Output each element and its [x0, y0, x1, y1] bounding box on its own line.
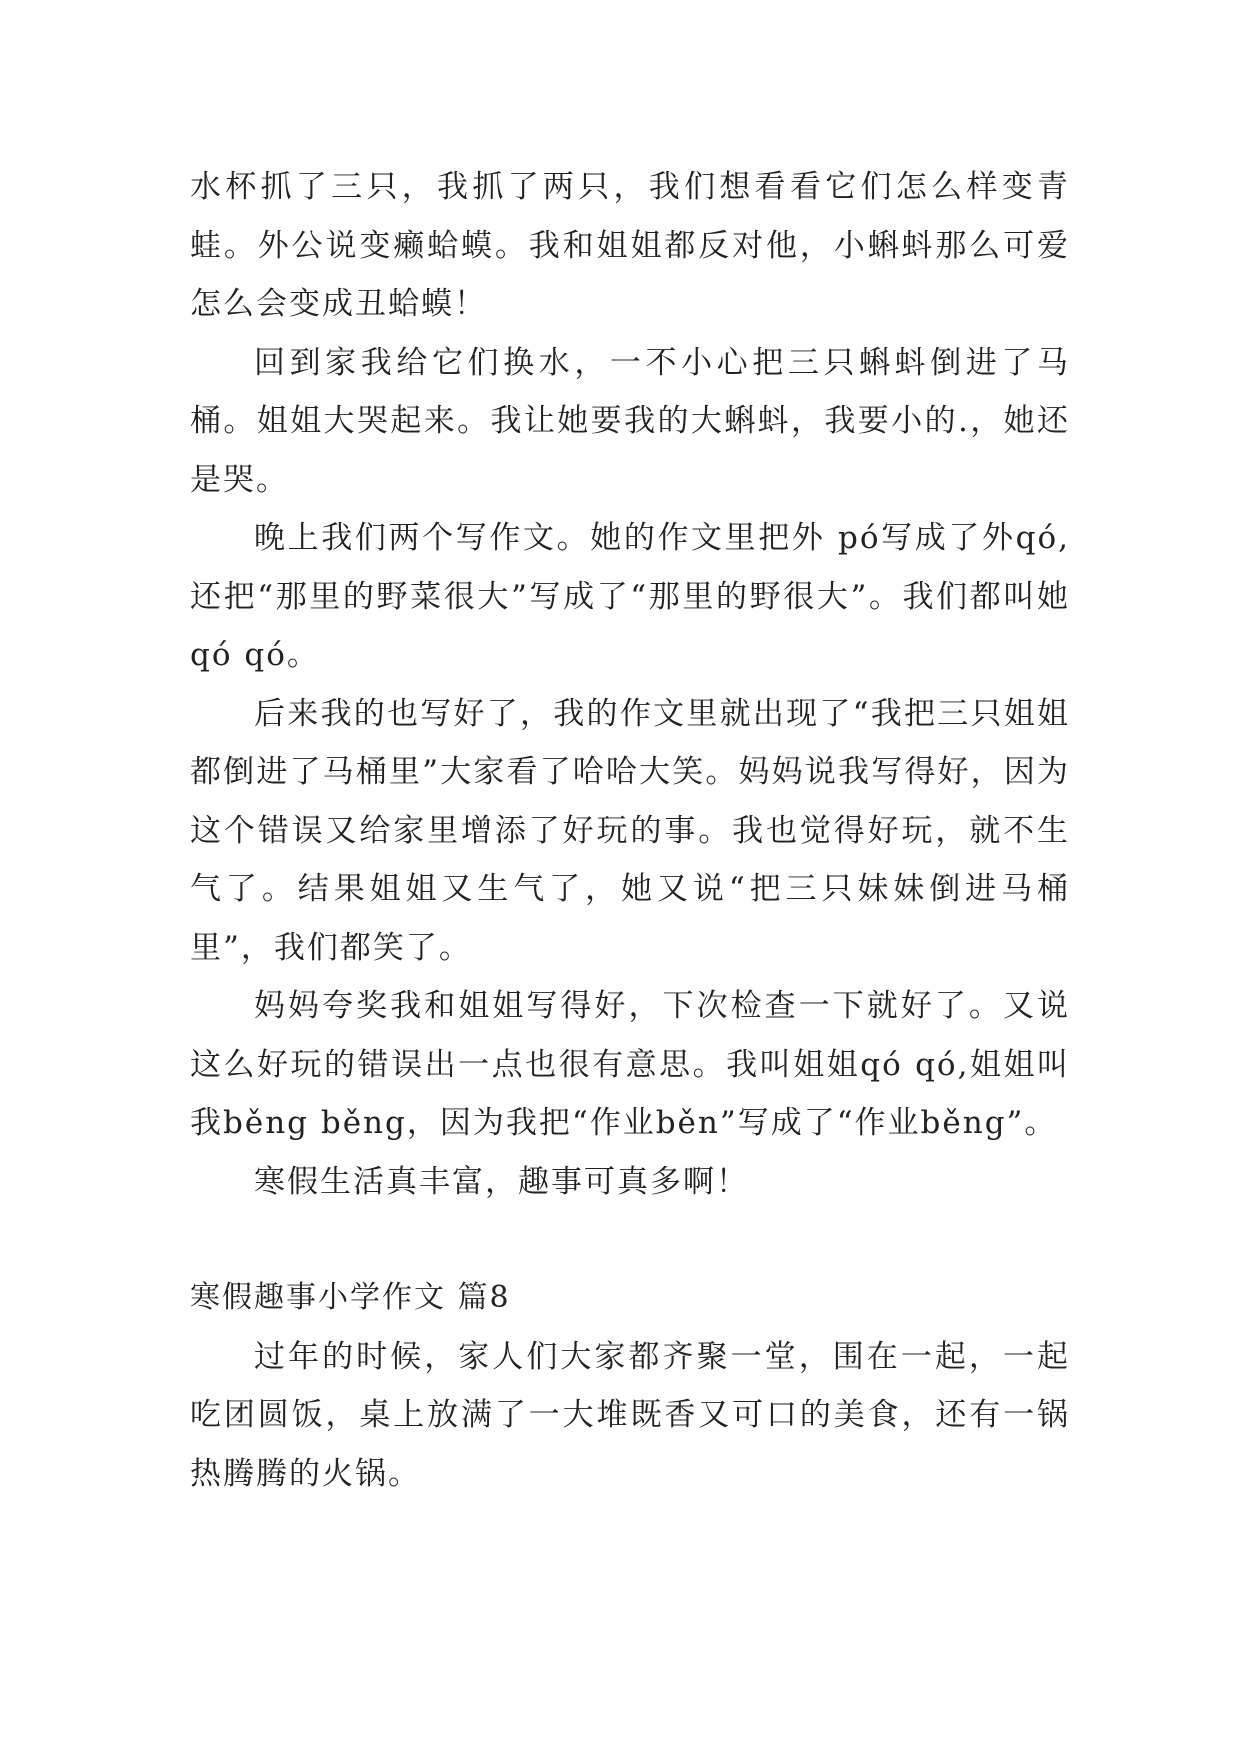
section-heading: 寒假趣事小学作文 篇8	[190, 1280, 511, 1315]
paragraph-1: 水杯抓了三只，我抓了两只，我们想看看它们怎么样变青蛙。外公说变癞蛤蟆。我和姐姐都反对他，小蝌蚪那么可爱怎么会变成丑蛤蟆！	[190, 169, 1070, 322]
section-paragraph-1: 过年的时候，家人们大家都齐聚一堂，围在一起，一起吃团圆饭，桌上放满了一大堆既香又可口的美食，还有一锅热腾腾的火锅。	[190, 1338, 1070, 1492]
paragraph-4: 后来我的也写好了，我的作文里就出现了“我把三只姐姐都倒进了马桶里”大家看了哈哈大笑。妈妈说我写得好，因为这个错误又给家里增添了好玩的事。我也觉得好玩，就不生气了。结果姐姐又生气了，她又说“把三只妹妹倒进马桶里”，我们都笑了。	[190, 695, 1070, 966]
paragraph-3: 晚上我们两个写作文。她的作文里把外 pó写成了外qó,还把“那里的野菜很大”写成了“那里的野很大”。我们都叫她qó qó。	[190, 520, 1070, 673]
paragraph-5: 妈妈夸奖我和姐姐写得好，下次检查一下就好了。又说这么好玩的错误出一点也很有意思。我叫姐姐qó qó,姐姐叫我běng běng，因为我把“作业běn”写成了“作业běng”。	[190, 988, 1070, 1141]
paragraph-6: 寒假生活真丰富，趣事可真多啊！	[254, 1163, 749, 1200]
document-body	[190, 158, 1070, 1503]
section-spacer	[190, 1211, 1070, 1269]
paragraph-2: 回到家我给它们换水，一不小心把三只蝌蚪倒进了马桶。姐姐大哭起来。我让她要我的大蝌蚪，我要小的.，她还是哭。	[190, 344, 1070, 498]
